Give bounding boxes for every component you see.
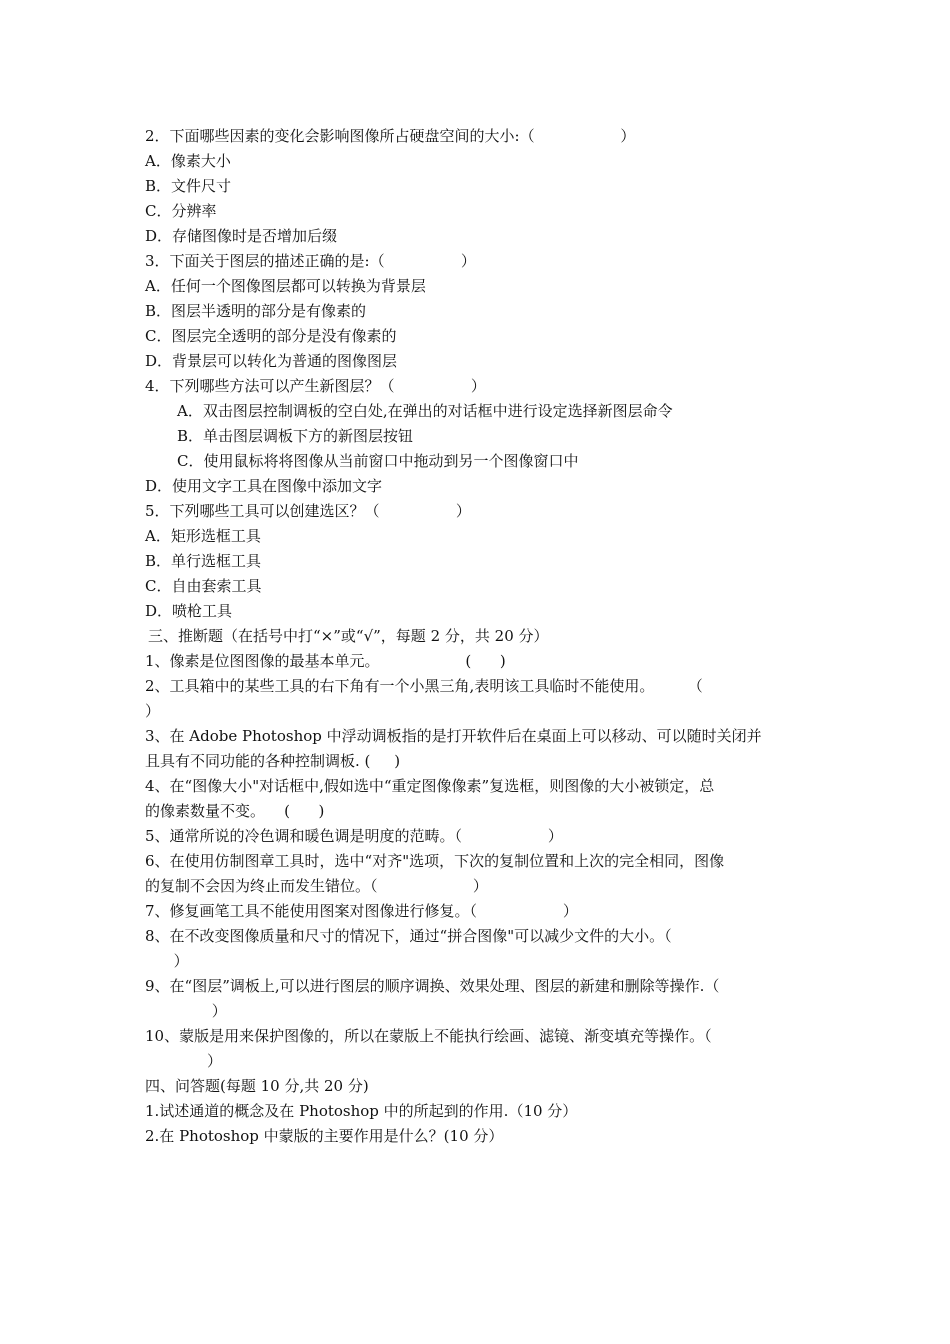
judge-3-cont: 且具有不同功能的各种控制调板. ( ) xyxy=(145,752,401,770)
judge-2: 2、工具箱中的某些工具的右下角有一个小黑三角,表明该工具临时不能使用。 （ xyxy=(145,677,703,695)
judge-10-cont: ） xyxy=(145,1052,222,1070)
judge-3: 3、在 Adobe Photoshop 中浮动调板指的是打开软件后在桌面上可以移动、可以随时关闭并 xyxy=(145,727,762,745)
judge-6: 6、在使用仿制图章工具时，选中“对齐"选项，下次的复制位置和上次的完全相同，图像 xyxy=(145,852,725,870)
essay-2: 2.在 Photoshop 中蒙版的主要作用是什么？(10 分） xyxy=(145,1127,504,1145)
judge-6-cont: 的复制不会因为终止而发生错位。（ ） xyxy=(145,877,488,895)
option-3c: C．图层完全透明的部分是没有像素的 xyxy=(145,327,397,345)
section-3-heading: 三、推断题（在括号中打“×”或“√”，每题 2 分，共 20 分） xyxy=(148,627,549,645)
essay-1: 1.试述通道的概念及在 Photoshop 中的所起到的作用.（10 分） xyxy=(145,1102,578,1120)
option-5d: D．喷枪工具 xyxy=(145,602,233,620)
option-3b: B．图层半透明的部分是有像素的 xyxy=(145,302,367,320)
judge-9: 9、在“图层”调板上,可以进行图层的顺序调换、效果处理、图层的新建和删除等操作.（ xyxy=(145,977,720,995)
option-2d: D．存储图像时是否增加后缀 xyxy=(145,227,338,245)
option-2a: A．像素大小 xyxy=(145,152,231,170)
option-2c: C．分辨率 xyxy=(145,202,217,220)
judge-9-cont: ） xyxy=(145,1002,227,1020)
option-4c: C．使用鼠标将将图像从当前窗口中拖动到另一个图像窗口中 xyxy=(177,452,579,470)
question-2: 2．下面哪些因素的变化会影响图像所占硬盘空间的大小:（ ） xyxy=(145,127,636,145)
option-5c: C．自由套索工具 xyxy=(145,577,262,595)
question-5: 5．下列哪些工具可以创建选区？（ ） xyxy=(145,502,471,520)
judge-1: 1、像素是位图图像的最基本单元。 ( ) xyxy=(145,652,506,670)
option-4b: B．单击图层调板下方的新图层按钮 xyxy=(177,427,414,445)
judge-8: 8、在不改变图像质量和尺寸的情况下，通过“拼合图像"可以减少文件的大小。（ xyxy=(145,927,672,945)
section-4-heading: 四、问答题(每题 10 分,共 20 分) xyxy=(145,1077,369,1095)
judge-7: 7、修复画笔工具不能使用图案对图像进行修复。（ ） xyxy=(145,902,578,920)
judge-4-cont: 的像素数量不变。 ( ) xyxy=(145,802,325,820)
option-3a: A．任何一个图像图层都可以转换为背景层 xyxy=(145,277,426,295)
question-3: 3．下面关于图层的描述正确的是:（ ） xyxy=(145,252,476,270)
option-5a: A．矩形选框工具 xyxy=(145,527,261,545)
option-4a: A．双击图层控制调板的空白处,在弹出的对话框中进行设定选择新图层命令 xyxy=(177,402,673,420)
option-2b: B．文件尺寸 xyxy=(145,177,232,195)
question-4: 4．下列哪些方法可以产生新图层？（ ） xyxy=(145,377,486,395)
option-5b: B．单行选框工具 xyxy=(145,552,262,570)
judge-2-cont: ） xyxy=(145,702,161,720)
exam-page xyxy=(145,124,810,1149)
judge-10: 10、蒙版是用来保护图像的，所以在蒙版上不能执行绘画、滤镜、渐变填充等操作。（ xyxy=(145,1027,712,1045)
judge-5: 5、通常所说的冷色调和暖色调是明度的范畴。（ ） xyxy=(145,827,563,845)
judge-8-cont: ） xyxy=(145,952,189,970)
judge-4: 4、在“图像大小"对话框中,假如选中“重定图像像素”复选框，则图像的大小被锁定，总 xyxy=(145,777,715,795)
option-3d: D．背景层可以转化为普通的图像图层 xyxy=(145,352,398,370)
option-4d: D．使用文字工具在图像中添加文字 xyxy=(145,477,383,495)
